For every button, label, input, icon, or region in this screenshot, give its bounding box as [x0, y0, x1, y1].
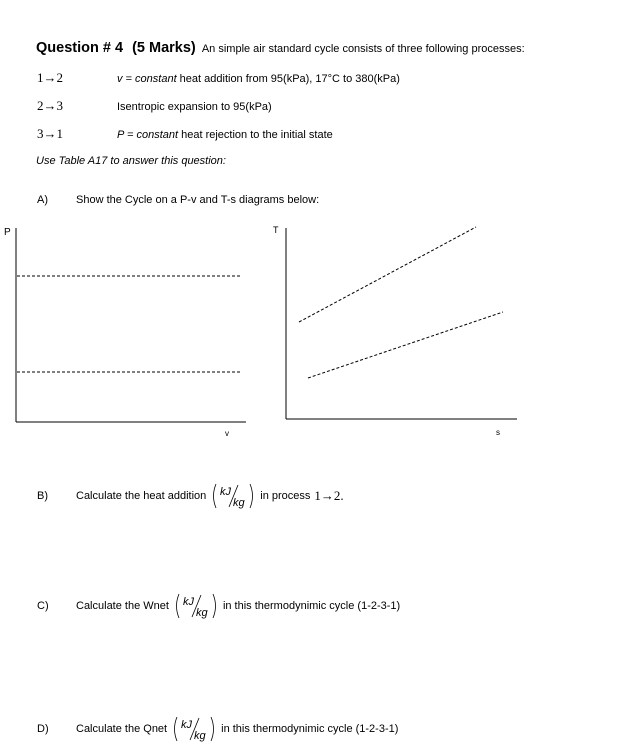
unit-d-denominator: kg [194, 730, 206, 742]
ts-y-axis-label: T [273, 225, 279, 235]
part-b-end: . [340, 488, 344, 503]
question-marks: (5 Marks) [132, 40, 196, 56]
table-note: Use Table A17 to answer this question: [36, 155, 226, 167]
unit-b-denominator: kg [233, 497, 245, 509]
part-c-letter: C) [37, 600, 49, 612]
ts-constant-pressure-line [308, 312, 503, 378]
unit-b-numerator: kJ [220, 486, 232, 498]
part-d-after: in this thermodynimic cycle (1-2-3-1) [221, 723, 399, 735]
unit-fraction-d [171, 714, 217, 744]
process-3-description [117, 129, 333, 141]
process-2-detail: Isentropic expansion to 95(kPa) [117, 101, 272, 113]
unit-c-numerator: kJ [182, 596, 194, 608]
pv-x-axis-label: v [225, 429, 229, 438]
process-1-condition: v = constant [117, 73, 177, 85]
ts-x-axis-label: s [496, 428, 500, 437]
part-c-line [76, 591, 400, 621]
process-3-label: 3→1 [37, 126, 63, 141]
unit-fraction-b [210, 481, 256, 511]
question-title: Question # 4 [36, 40, 124, 56]
part-d-line [76, 714, 398, 744]
part-b-text: Calculate the heat addition [76, 490, 207, 502]
part-d-letter: D) [37, 723, 49, 735]
part-c-text: Calculate the Wnet [76, 600, 169, 612]
part-b-letter: B) [37, 490, 48, 502]
question-header [36, 40, 525, 56]
process-3-detail: heat rejection to the initial state [178, 129, 333, 141]
ts-constant-volume-line [299, 227, 476, 322]
unit-c-denominator: kg [195, 607, 208, 619]
pv-y-axis-label: P [4, 227, 11, 238]
process-1-label: 1→2 [37, 70, 63, 85]
unit-fraction-c [173, 591, 219, 621]
part-a-letter: A) [37, 194, 48, 206]
pv-diagram [0, 220, 260, 440]
question-intro: An simple air standard cycle consists of three following processes: [201, 43, 525, 55]
process-1-detail: heat addition from 95(kPa), 17°C to 380(kPa) [176, 73, 400, 85]
part-b-process: 1→2 [314, 488, 341, 503]
process-1-description [117, 73, 400, 85]
part-d-text: Calculate the Qnet [76, 723, 168, 735]
process-2-description [117, 101, 272, 113]
part-c-after: in this thermodynimic cycle (1-2-3-1) [222, 600, 401, 612]
process-3-condition: P = constant [117, 129, 179, 141]
process-2-label: 2→3 [37, 98, 63, 113]
ts-diagram [270, 220, 525, 440]
unit-d-numerator: kJ [181, 719, 193, 731]
part-b-line [76, 481, 344, 511]
part-b-after: in process [260, 490, 311, 502]
part-a-text: Show the Cycle on a P-v and T-s diagrams below: [76, 194, 320, 206]
